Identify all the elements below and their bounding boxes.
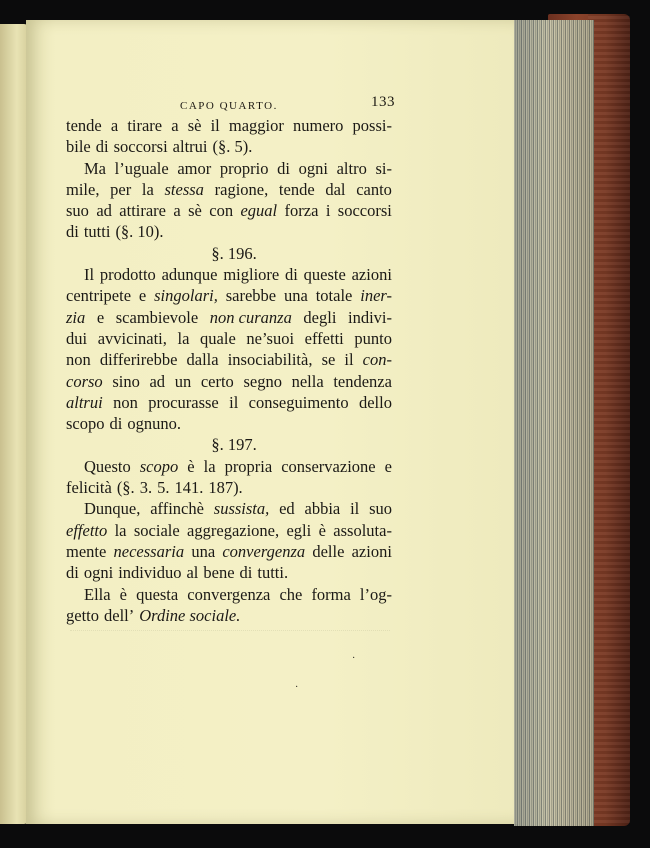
word: insociabilità,	[227, 350, 313, 370]
word: dell’	[104, 605, 135, 625]
page-block-shade	[514, 20, 594, 826]
word: corso	[66, 371, 103, 391]
word: forma	[311, 584, 351, 604]
word: necessaria	[113, 541, 185, 561]
text-line	[66, 541, 392, 562]
word: tirare	[127, 116, 163, 135]
word: la	[203, 456, 216, 476]
word: singolari,	[154, 286, 218, 306]
word: tutti.	[257, 563, 289, 583]
word: Ella	[84, 584, 111, 604]
word: il	[229, 392, 239, 412]
word: a	[173, 201, 181, 221]
word: scopo	[66, 414, 105, 434]
word: il	[350, 499, 360, 519]
word: tende	[66, 116, 102, 135]
word: 3.	[139, 478, 153, 498]
word: se	[321, 350, 336, 370]
text-line	[66, 498, 392, 519]
word: i	[325, 201, 331, 221]
word: stessa	[164, 179, 204, 199]
word: quale	[200, 328, 236, 348]
word: di	[66, 222, 79, 242]
word: indivi-	[348, 307, 392, 327]
word: altrui	[172, 137, 208, 157]
word: ne’suoi	[246, 328, 295, 348]
word: (§. 10).	[115, 222, 164, 242]
text-line	[66, 605, 392, 626]
word: assoluta-	[333, 520, 392, 540]
word: si-	[375, 158, 392, 178]
word: al	[186, 563, 199, 583]
word: proprio	[219, 158, 269, 178]
word: di	[95, 137, 109, 157]
text-line	[66, 349, 392, 370]
body-text	[66, 115, 392, 626]
text-line	[66, 328, 392, 349]
word: dui	[66, 328, 88, 348]
word: getto	[66, 605, 99, 625]
word: questa	[136, 584, 179, 604]
cover-texture	[588, 14, 630, 826]
word: queste	[303, 265, 346, 285]
word: la	[177, 328, 190, 348]
word: felicità	[66, 478, 112, 498]
word: il	[210, 116, 220, 135]
word: mile,	[66, 179, 100, 199]
word: conservazione	[281, 456, 376, 476]
word: effetti	[304, 328, 344, 348]
facing-page-edge	[0, 24, 28, 824]
word: l’og-	[359, 584, 392, 604]
word: ad	[149, 371, 166, 391]
word: l’uguale	[114, 158, 169, 178]
word: Il	[84, 265, 95, 285]
word: tendenza	[333, 371, 392, 391]
word: segno	[243, 371, 282, 391]
word: una	[284, 286, 308, 306]
text-line	[66, 562, 392, 583]
word: altro	[336, 158, 367, 178]
ink-mark: ·	[352, 653, 356, 664]
word: è	[119, 584, 127, 604]
word: egual	[240, 201, 278, 221]
word: possi-	[352, 116, 392, 135]
word: iner-	[360, 286, 392, 306]
word: altrui	[66, 392, 103, 412]
word: azioni	[351, 265, 392, 285]
text-line	[66, 371, 392, 392]
word: differirebbe	[99, 350, 178, 370]
word: prodotto	[99, 265, 156, 285]
word: delle	[312, 541, 345, 561]
word: amor	[177, 158, 212, 178]
word: ognuno.	[127, 414, 181, 434]
text-line	[66, 200, 392, 221]
word: suo	[66, 201, 89, 221]
word: scopo	[139, 456, 179, 476]
word: §. 197.	[211, 435, 257, 455]
text-line	[66, 413, 392, 434]
word: dalla	[186, 350, 219, 370]
word: ogni	[83, 563, 114, 583]
word: a	[110, 116, 119, 135]
word: propria	[224, 456, 273, 476]
word: di	[285, 265, 298, 285]
text-line	[66, 307, 392, 328]
word: soccorsi	[337, 201, 392, 221]
text-line	[66, 221, 392, 242]
word: la	[141, 179, 154, 199]
word: con	[209, 201, 234, 221]
word: maggior	[228, 116, 284, 135]
word: e	[384, 456, 392, 476]
text-line	[66, 392, 392, 413]
word: di	[239, 563, 253, 583]
page-number: 133	[371, 94, 395, 110]
word: non	[113, 392, 138, 412]
ink-mark: ·	[295, 682, 299, 693]
word: abbia	[304, 499, 341, 519]
bleed-through-1	[300, 20, 390, 80]
word: tutti	[83, 222, 111, 242]
section-heading	[66, 434, 392, 455]
word: convergenza	[222, 541, 306, 561]
word: individuo	[118, 563, 182, 583]
text-line	[66, 285, 392, 306]
word: dal	[325, 179, 346, 199]
word: bene	[203, 563, 235, 583]
word: Questo	[84, 456, 131, 476]
chapter-title: CAPO QUARTO.	[180, 100, 278, 112]
word: non	[66, 350, 91, 370]
word: ogni	[298, 158, 328, 178]
word: non curanza	[209, 307, 292, 327]
word: ragione,	[214, 179, 269, 199]
word: numero	[293, 116, 344, 135]
word: scambievole	[115, 307, 199, 327]
word: procurasse	[148, 392, 219, 412]
word: affinchè	[150, 499, 204, 519]
word: di	[109, 414, 123, 434]
word: aggregazione,	[187, 520, 280, 540]
word: (§.	[116, 478, 135, 498]
word: suo	[369, 499, 392, 519]
word: ed	[279, 499, 295, 519]
word: convergenza	[187, 584, 271, 604]
word: sarebbe	[225, 286, 277, 306]
word: sè	[188, 201, 202, 221]
word: conseguimento	[248, 392, 349, 412]
word: ad	[96, 201, 112, 221]
word: a	[171, 116, 179, 135]
word: 5.	[157, 478, 170, 498]
word: Ma	[84, 158, 106, 178]
word: centripete	[66, 286, 132, 306]
word: bile	[66, 137, 91, 157]
word: 141.	[174, 478, 204, 498]
word: avvicinati,	[97, 328, 167, 348]
word: Dunque,	[84, 499, 141, 519]
bleed-through-2	[70, 630, 390, 691]
word: attirare	[119, 201, 166, 221]
word: il	[344, 350, 354, 370]
word: sussista,	[213, 499, 270, 519]
word: tende	[278, 179, 315, 199]
text-line	[66, 179, 392, 200]
word: sociale	[133, 520, 180, 540]
word: nella	[291, 371, 324, 391]
word: certo	[200, 371, 234, 391]
word: canto	[356, 179, 392, 199]
word: con-	[362, 350, 392, 370]
text-line	[66, 520, 392, 541]
word: è	[187, 456, 195, 476]
text-line	[66, 584, 392, 605]
section-heading	[66, 243, 392, 264]
word: 187).	[208, 478, 243, 498]
word: effetto	[66, 520, 108, 540]
word: migliore	[223, 265, 280, 285]
word: un	[174, 371, 192, 391]
text-line	[66, 477, 392, 498]
word: Ordine sociale.	[139, 605, 241, 625]
word: e	[138, 286, 147, 306]
word: sè	[187, 116, 202, 135]
word: dello	[358, 392, 392, 412]
text-line	[66, 136, 392, 157]
word: la	[114, 520, 127, 540]
word: punto	[354, 328, 392, 348]
word: totale	[315, 286, 353, 306]
text-line	[66, 158, 392, 179]
word: per	[110, 179, 132, 199]
word: §. 196.	[211, 243, 257, 263]
text-line	[66, 456, 392, 477]
word: mente	[66, 541, 107, 561]
word: sino	[112, 371, 140, 391]
word: forza	[284, 201, 319, 221]
word: di	[277, 158, 290, 178]
word: adunque	[161, 265, 218, 285]
word: egli	[286, 520, 312, 540]
word: una	[191, 541, 216, 561]
word: di	[66, 563, 79, 583]
word: e	[96, 307, 105, 327]
word: è	[318, 520, 326, 540]
word: azioni	[351, 541, 392, 561]
text-line	[66, 115, 392, 136]
text-line	[66, 264, 392, 285]
word: degli	[303, 307, 337, 327]
word: che	[279, 584, 303, 604]
word: (§. 5).	[212, 137, 253, 157]
word: zia	[66, 307, 86, 327]
word: soccorsi	[113, 137, 168, 157]
